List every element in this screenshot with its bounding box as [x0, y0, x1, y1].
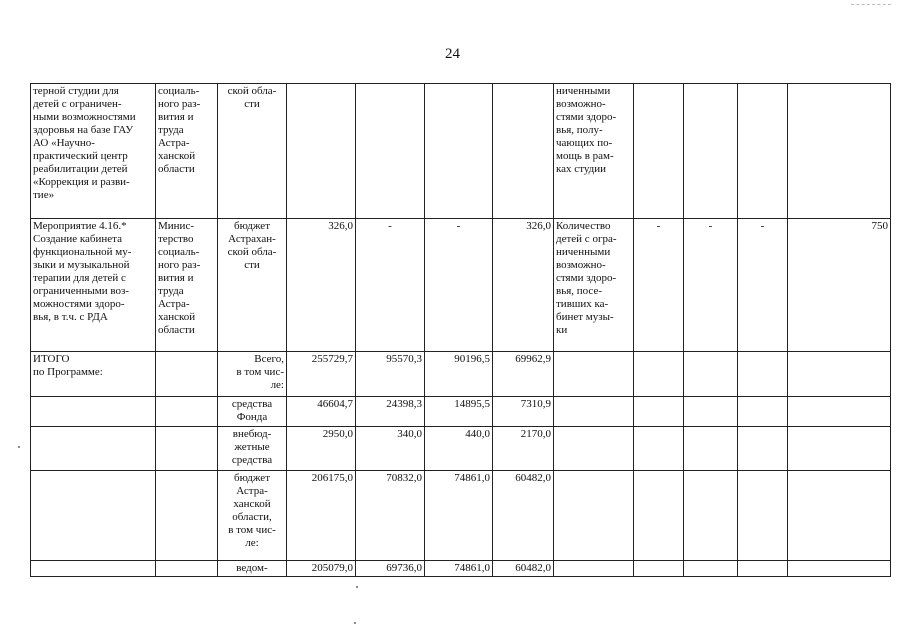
value1-cell [634, 397, 684, 427]
value4-cell [788, 427, 891, 471]
value3-cell [738, 352, 788, 397]
total-cell: 326,0 [287, 219, 356, 352]
total-cell: 206175,0 [287, 471, 356, 561]
executor-cell [156, 561, 218, 577]
year3-cell: 60482,0 [493, 471, 554, 561]
program-table [30, 83, 891, 577]
value3-cell [738, 471, 788, 561]
value4-cell [788, 84, 891, 219]
indicator-cell: Количество детей с огра- ниченными возможно- стями здоро- вья, посе- тивших ка- бинет музы- ки [554, 219, 634, 352]
indicator-cell [554, 397, 634, 427]
year1-cell: 69736,0 [356, 561, 425, 577]
year1-cell: 340,0 [356, 427, 425, 471]
source-cell: бюджет Астрахан- ской обла- сти [218, 219, 287, 352]
value1-cell [634, 352, 684, 397]
total-cell: 2950,0 [287, 427, 356, 471]
scan-speck [18, 446, 20, 448]
value3-cell [738, 561, 788, 577]
total-cell: 255729,7 [287, 352, 356, 397]
year2-cell: - [425, 219, 493, 352]
executor-cell [156, 471, 218, 561]
value4-cell [788, 561, 891, 577]
indicator-cell [554, 471, 634, 561]
event-cell: ИТОГО по Программе: [31, 352, 156, 397]
table-row [31, 84, 891, 219]
total-cell: 46604,7 [287, 397, 356, 427]
value3-cell [738, 427, 788, 471]
total-cell: 205079,0 [287, 561, 356, 577]
value4-cell: 750 [788, 219, 891, 352]
year3-cell: 60482,0 [493, 561, 554, 577]
indicator-cell [554, 352, 634, 397]
value2-cell: - [684, 219, 738, 352]
value1-cell [634, 427, 684, 471]
event-cell [31, 397, 156, 427]
indicator-cell [554, 427, 634, 471]
executor-cell [156, 352, 218, 397]
table-row [31, 561, 891, 577]
total-cell [287, 84, 356, 219]
year2-cell: 440,0 [425, 427, 493, 471]
value2-cell [684, 561, 738, 577]
source-cell: средства Фонда [218, 397, 287, 427]
executor-cell [156, 427, 218, 471]
indicator-cell: ниченными возможно- стями здоро- вья, полу- чающих по- мощь в рам- ках студии [554, 84, 634, 219]
year2-cell: 74861,0 [425, 471, 493, 561]
source-cell: Всего, в том чис- ле: [218, 352, 287, 397]
value2-cell [684, 84, 738, 219]
scan-speck [354, 622, 356, 624]
value3-cell: - [738, 219, 788, 352]
year1-cell: 95570,3 [356, 352, 425, 397]
executor-cell: Минис- терство социаль- ного раз- вития и труда Астра- ханской области [156, 219, 218, 352]
source-cell: внебюд- жетные средства [218, 427, 287, 471]
executor-cell: социаль- ного раз- вития и труда Астра- ханской области [156, 84, 218, 219]
year3-cell: 326,0 [493, 219, 554, 352]
table-row [31, 471, 891, 561]
value4-cell [788, 352, 891, 397]
table-row [31, 352, 891, 397]
event-cell: Мероприятие 4.16.* Создание кабинета функциональной му- зыки и музыкальной терапии для детей с ограниченными воз- можностями здоро- вья, в т.ч. с РДА [31, 219, 156, 352]
source-cell: ской обла- сти [218, 84, 287, 219]
table-row [31, 397, 891, 427]
year3-cell: 7310,9 [493, 397, 554, 427]
table-row [31, 427, 891, 471]
value1-cell [634, 561, 684, 577]
table-row [31, 219, 891, 352]
year1-cell: 70832,0 [356, 471, 425, 561]
source-cell: бюджет Астра- ханской области, в том чис- ле: [218, 471, 287, 561]
page-number: 24 [445, 46, 460, 62]
year1-cell [356, 84, 425, 219]
year2-cell [425, 84, 493, 219]
year3-cell [493, 84, 554, 219]
year2-cell: 14895,5 [425, 397, 493, 427]
year3-cell: 2170,0 [493, 427, 554, 471]
year2-cell: 90196,5 [425, 352, 493, 397]
event-cell [31, 561, 156, 577]
value3-cell [738, 397, 788, 427]
indicator-cell [554, 561, 634, 577]
scan-artifact [851, 4, 891, 6]
source-cell: ведом- [218, 561, 287, 577]
value3-cell [738, 84, 788, 219]
value4-cell [788, 397, 891, 427]
value1-cell: - [634, 219, 684, 352]
year1-cell: - [356, 219, 425, 352]
value2-cell [684, 471, 738, 561]
event-cell [31, 427, 156, 471]
value1-cell [634, 84, 684, 219]
value1-cell [634, 471, 684, 561]
year3-cell: 69962,9 [493, 352, 554, 397]
executor-cell [156, 397, 218, 427]
year1-cell: 24398,3 [356, 397, 425, 427]
value2-cell [684, 352, 738, 397]
event-cell [31, 471, 156, 561]
value2-cell [684, 397, 738, 427]
event-cell: терной студии для детей с ограничен- ными возможностями здоровья на базе ГАУ АО «Научно- практический центр реабилитации детей «Коррекция и разви- тие» [31, 84, 156, 219]
scan-speck [356, 586, 358, 588]
value2-cell [684, 427, 738, 471]
year2-cell: 74861,0 [425, 561, 493, 577]
value4-cell [788, 471, 891, 561]
